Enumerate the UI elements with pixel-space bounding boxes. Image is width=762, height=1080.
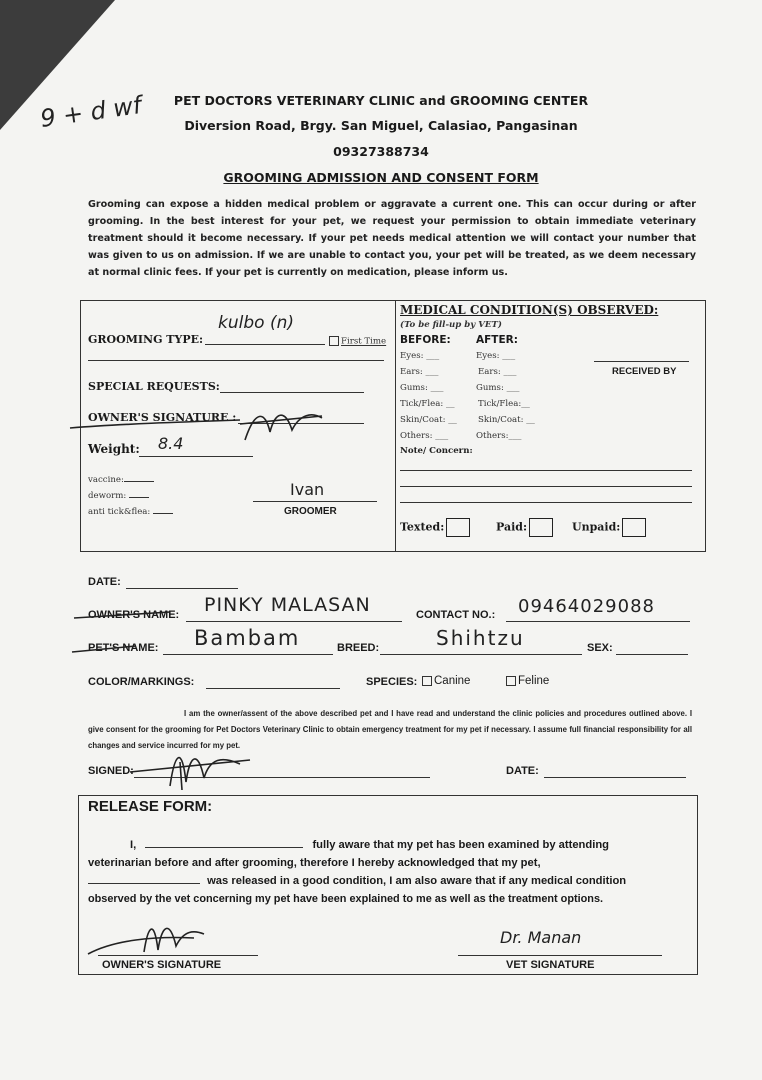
texted-checkbox[interactable] [446,518,470,537]
canine-label: Canine [434,675,471,687]
grooming-type-line [205,344,325,345]
intro-paragraph: Grooming can expose a hidden medical problem or aggravate a current one. This can occur during or after grooming. In the best interest for your pet, we request your permission to obtain immediate veterinary treatment should it become necessary. If your pet needs medical attention we will contact your number that was given to us on admission. If we are unable to contact you, your pet will be treated, as we deem necessary at normal clinic fees. If your pet is currently on medication, please inform us. [88,199,696,278]
release-line-4: observed by the vet concerning my pet have been explained to me as well as the treatment options. [88,893,604,905]
received-by-line [594,361,689,362]
release-line-2: veterinarian before and after grooming, therefore I hereby acknowledged that my pet, [88,857,541,869]
canine-checkbox[interactable] [422,676,432,686]
owner-name-value[interactable]: PINKY MALASAN [204,594,371,616]
paid-field[interactable] [496,518,553,537]
before-skincoat[interactable]: Skin/Coat: __ [400,415,457,425]
owner-name-strike [72,608,172,620]
note-label: Note/ Concern: [400,446,473,456]
signed-date-label: DATE: [506,765,539,777]
after-eyes[interactable]: Eyes: ___ [476,351,516,361]
groomer-name[interactable]: Ivan [290,480,325,499]
release-line-3: was released in a good condition, I am also aware that if any medical condition [88,872,626,890]
after-others[interactable]: Others:___ [476,431,522,441]
clinic-address: Diversion Road, Brgy. San Miguel, Calasiao, Pangasinan [184,118,578,133]
breed-line [380,654,582,655]
color-line[interactable] [206,688,340,689]
received-by-label: RECEIVED BY [612,366,677,377]
before-eyes[interactable]: Eyes: ___ [400,351,440,361]
breed-value[interactable]: Shihtzu [436,626,525,650]
texted-label: Texted: [400,520,445,534]
groomer-line [253,501,377,502]
date-label: DATE: [88,576,121,588]
groomer-label: GROOMER [284,506,337,517]
note-line-3[interactable] [400,502,692,503]
paid-label: Paid: [496,520,528,534]
first-time-label: First Time [341,336,387,347]
margin-note: 9 + d wf [38,91,144,133]
color-label: COLOR/MARKINGS: [88,676,195,688]
before-ears[interactable]: Ears: ___ [400,367,439,377]
first-time-checkbox[interactable] [329,336,339,346]
medical-subtitle: (To be fill-up by VET) [400,320,502,330]
after-tickflea[interactable]: Tick/Flea:__ [478,399,530,409]
owner-name-label: OWNER'S NAME: [88,609,180,621]
consent-paragraph: I am the owner/assent of the above described pet and I have read and understand the clinic policies and procedures outlined above. I give consent for the grooming for Pet Doctors Veterinary Clinic to obtain emergency treatment for my pet if necessary. I assume full financial responsibility for all changes and service incurred for my pet. [88,709,692,750]
signed-signature-mark[interactable] [100,742,270,792]
release-owner-signature-mark[interactable] [84,910,234,960]
unpaid-label: Unpaid: [572,520,621,534]
box-divider [395,300,396,552]
after-skincoat[interactable]: Skin/Coat: __ [478,415,535,425]
sex-label: SEX: [587,642,613,654]
after-ears[interactable]: Ears: ___ [478,367,517,377]
note-line-2[interactable] [400,486,692,487]
grooming-type-value[interactable]: kulbo (n) [218,313,294,333]
unpaid-checkbox[interactable] [622,518,646,537]
before-tickflea[interactable]: Tick/Flea: __ [400,399,455,409]
release-owner-sig-line [98,955,258,956]
vet-sig-label: VET SIGNATURE [506,959,595,971]
pet-name-label: PET'S NAME: [88,642,159,654]
special-requests-line [220,392,364,393]
sex-line[interactable] [616,654,688,655]
contact-label: CONTACT NO.: [416,609,496,621]
date-line[interactable] [126,588,238,589]
before-gums[interactable]: Gums: ___ [400,383,444,393]
signed-label: SIGNED: [88,765,134,777]
antitick-label: anti tick&flea: [88,507,173,517]
clinic-phone: 09327388734 [333,144,429,159]
owner-signature-label: OWNER'S SIGNATURE : [88,411,237,424]
release-owner-sig-label: OWNER'S SIGNATURE [102,959,222,971]
release-title: RELEASE FORM: [88,798,213,815]
feline-checkbox[interactable] [506,676,516,686]
first-time-option[interactable] [329,336,386,347]
feline-label: Feline [518,675,550,687]
signed-date-line[interactable] [544,777,686,778]
weight-line [139,456,253,457]
weight-label: Weight: [88,442,140,456]
before-label: BEFORE: [400,334,451,346]
pet-name-line [163,654,333,655]
feline-option[interactable] [506,675,549,687]
after-gums[interactable]: Gums: ___ [476,383,520,393]
vet-sig-line [458,955,662,956]
release-pet-blank[interactable] [88,883,200,884]
clinic-name: PET DOCTORS VETERINARY CLINIC and GROOMING CENTER [173,93,589,108]
owner-name-line [186,621,402,622]
vet-signature-value[interactable]: Dr. Manan [500,928,582,947]
release-line-1: I, fully aware that my pet has been examined by attending [130,839,609,851]
medical-title: MEDICAL CONDITION(S) OBSERVED: [400,303,659,317]
deworm-label: deworm: [88,491,149,501]
contact-value[interactable]: 09464029088 [518,596,655,617]
species-label: SPECIES: [366,676,418,688]
texted-field[interactable] [400,518,470,537]
special-requests-label: SPECIAL REQUESTS: [88,380,220,393]
vaccine-label: vaccine: [88,475,154,485]
before-others[interactable]: Others: ___ [400,431,449,441]
release-owner-blank[interactable] [145,847,303,848]
contact-line [506,621,690,622]
note-line-1[interactable] [400,470,692,471]
after-label: AFTER: [476,334,518,346]
pet-name-strike [70,642,140,654]
grooming-extra-line [88,360,384,361]
grooming-type-label: GROOMING TYPE: [88,333,204,346]
form-title: GROOMING ADMISSION AND CONSENT FORM [223,170,539,185]
pet-name-value[interactable]: Bambam [194,626,301,650]
breed-label: BREED: [337,642,380,654]
canine-option[interactable] [422,675,470,687]
weight-value[interactable]: 8.4 [158,434,184,453]
paid-checkbox[interactable] [529,518,553,537]
unpaid-field[interactable] [572,518,646,537]
